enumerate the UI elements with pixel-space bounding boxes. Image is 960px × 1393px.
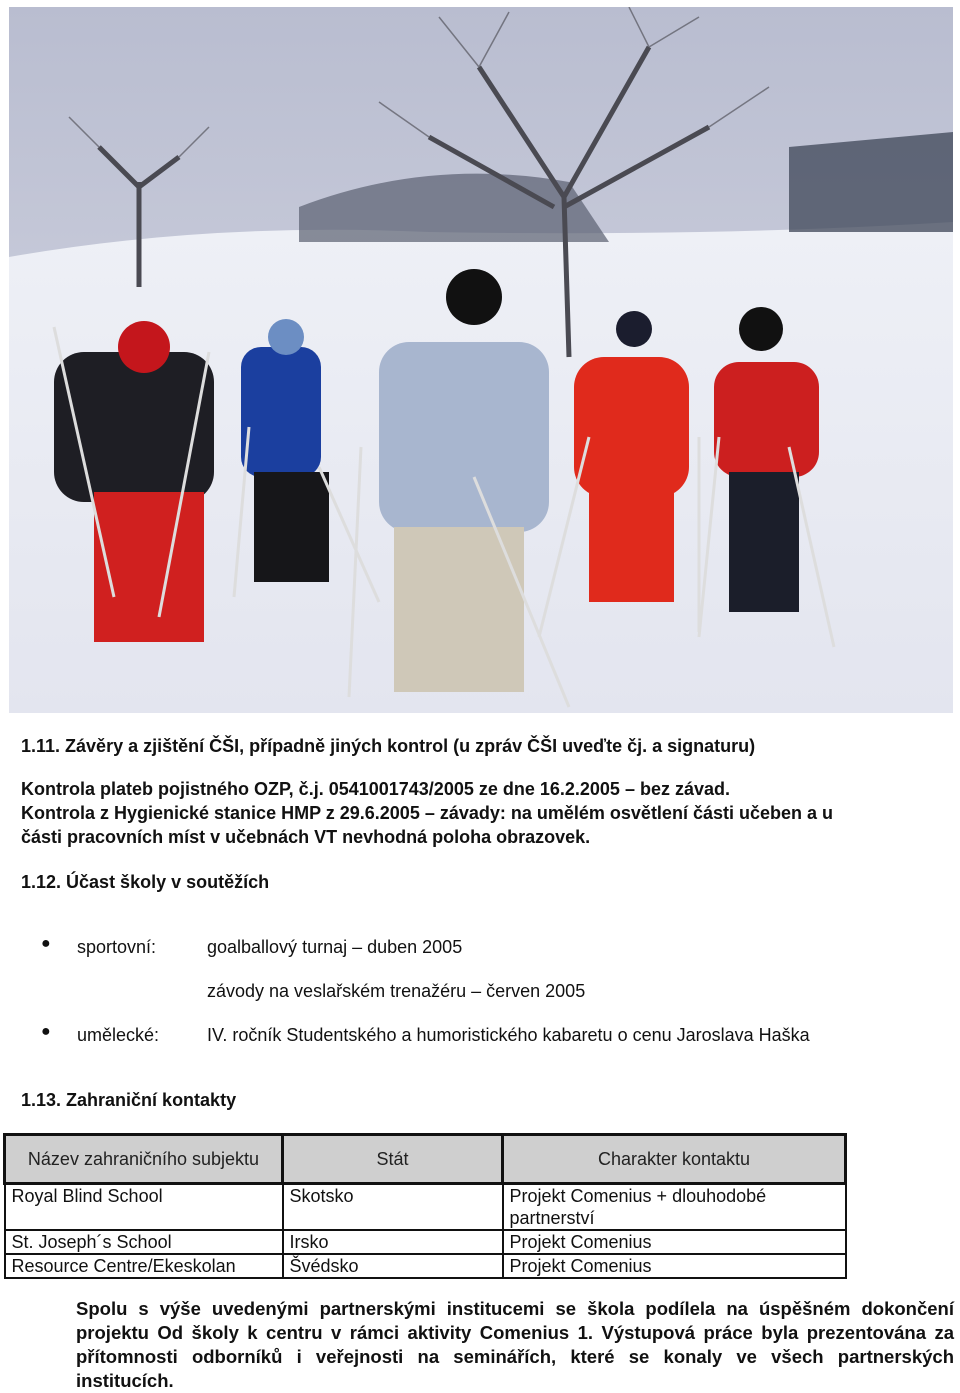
table-cell: Resource Centre/Ekeskolan: [5, 1254, 283, 1278]
photo-illustration: [9, 7, 953, 713]
section-1-12-heading: 1.12. Účast školy v soutěžích: [21, 872, 270, 892]
table-row: [5, 1230, 846, 1254]
table-cell: Royal Blind School: [5, 1184, 283, 1231]
section-1-11-line1: Kontrola plateb pojistného OZP, č.j. 05410017​43/2005 ze dne 16.2.2005 – bez závad.: [21, 779, 730, 799]
category-label: sportovní:: [77, 937, 157, 957]
table-cell: St. Joseph´s School: [5, 1230, 283, 1254]
bullet-icon: ●: [41, 935, 51, 952]
event-item: goalballový turnaj – duben 2005: [207, 937, 463, 957]
category-label: umělecké:: [77, 1025, 160, 1045]
table-row: [5, 1254, 846, 1278]
table-cell: Projekt Comenius: [503, 1254, 846, 1278]
table-cell: Projekt Comenius: [503, 1230, 846, 1254]
bullet-icon: ●: [41, 1023, 51, 1040]
table-row: [5, 1184, 846, 1231]
table-cell: Skotsko: [283, 1184, 503, 1231]
section-1-11-heading: 1.11. Závěry a zjištění ČŠI, případně jiných kontrol (u zpráv ČŠI uveďte čj. a signaturu): [21, 736, 756, 756]
section-1-11-line3: části pracovních míst v učebnách VT nevhodná poloha obrazovek.: [21, 827, 591, 847]
section-1-11-line2: Kontrola z Hygienické stanice HMP z 29.6.2005 – závady: na umělém osvětlení části učeben a u: [21, 803, 833, 823]
event-item: závody na veslařském trenažéru – červen 2005: [207, 981, 586, 1001]
table-header-row: [5, 1135, 846, 1184]
table-cell: Irsko: [283, 1230, 503, 1254]
summary-paragraph: Spolu s výše uvedenými partnerskými institucemi se škola podílela na úspěšném dokončení projektu Od školy k centru v rámci aktivity Comenius 1. Výstupová práce byla prezentována za přítomnosti odborníků i veřejnosti na seminářích, které se konaly ve všech partnerských institucích.: [76, 1298, 954, 1391]
table-header-cell: Stát: [283, 1135, 503, 1184]
table-cell: Projekt Comenius + dlouhodobé partnerství: [503, 1184, 846, 1231]
table-header-cell: Charakter kontaktu: [503, 1135, 846, 1184]
table-cell: Švédsko: [283, 1254, 503, 1278]
skiing-group-photo: [9, 7, 953, 713]
event-item: IV. ročník Studentského a humoristického kabaretu o cenu Jaroslava Haška: [207, 1025, 810, 1045]
foreign-contacts-table: [3, 1133, 847, 1279]
table-header-cell: Název zahraničního subjektu: [5, 1135, 283, 1184]
section-1-13-heading: 1.13. Zahraniční kontakty: [21, 1090, 237, 1110]
